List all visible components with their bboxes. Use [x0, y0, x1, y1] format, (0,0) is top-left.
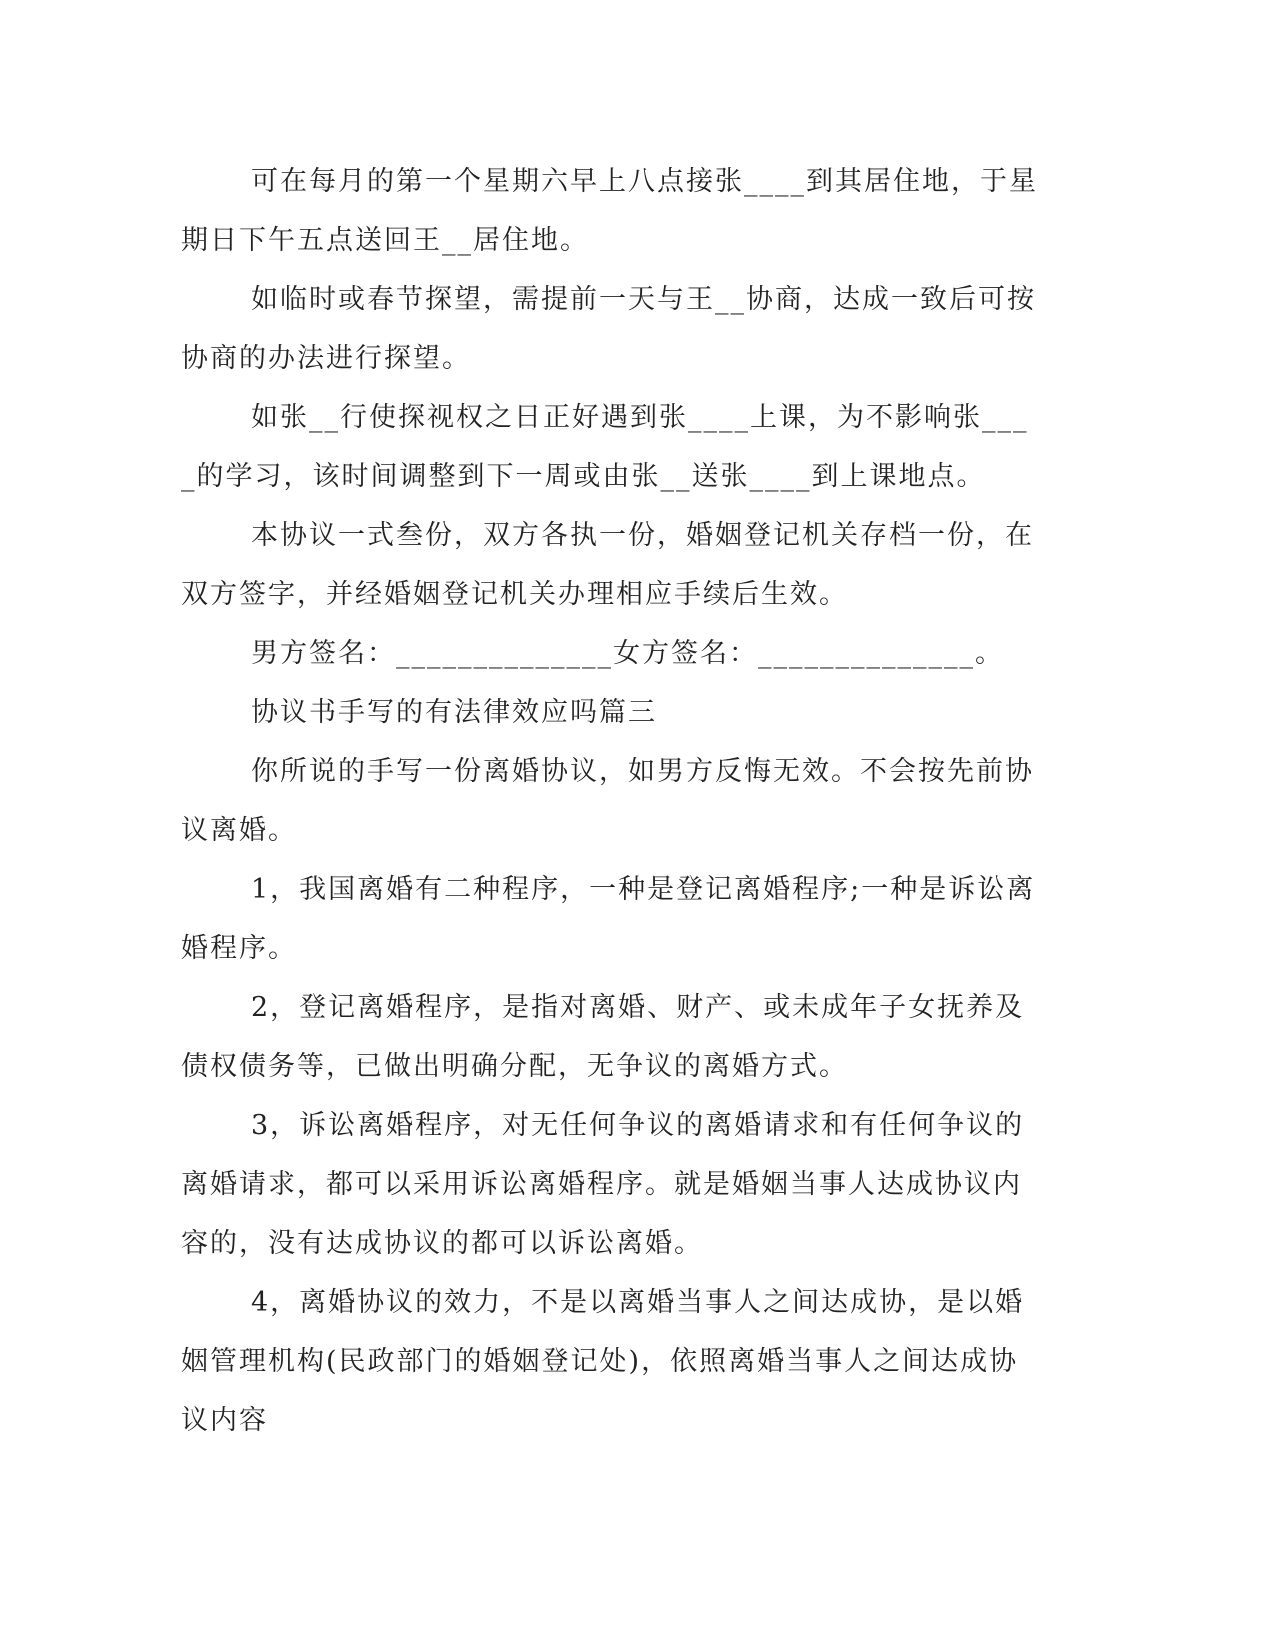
paragraph-item-4: 4，离婚协议的效力，不是以离婚当事人之间达成协，是以婚姻管理机构(民政部门的婚姻登记处)，依照离婚当事人之间达成协议内容 [181, 1287, 1025, 1436]
paragraph-visit-schedule: 可在每月的第一个星期六早上八点接张____到其居住地，于星期日下午五点送回王__居住地。 [181, 166, 1038, 256]
paragraph-item-1: 1，我国离婚有二种程序，一种是登记离婚程序;一种是诉讼离婚程序。 [181, 874, 1036, 964]
paragraph-holiday-visit: 如临时或春节探望，需提前一天与王__协商，达成一致后可按协商的办法进行探望。 [181, 284, 1036, 374]
paragraph-handwritten: 你所说的手写一份离婚协议，如男方反悔无效。不会按先前协议离婚。 [181, 756, 1034, 846]
paragraph-school-conflict: 如张__行使探视权之日正好遇到张____上课，为不影响张____的学习，该时间调整到下一周或由张__送张____到上课地点。 [181, 402, 1029, 492]
document-body [181, 152, 1041, 1450]
section-heading: 协议书手写的有法律效应吗篇三 [251, 697, 657, 728]
paragraph-item-3: 3，诉讼离婚程序，对无任何争议的离婚请求和有任何争议的离婚请求，都可以采用诉讼离婚程序。就是婚姻当事人达成协议内容的，没有达成协议的都可以诉讼离婚。 [181, 1110, 1025, 1259]
paragraph-item-2: 2，登记离婚程序，是指对离婚、财产、或未成年子女抚养及债权债务等，已做出明确分配，无争议的离婚方式。 [181, 992, 1025, 1082]
paragraph-copies: 本协议一式叁份，双方各执一份，婚姻登记机关存档一份，在双方签字，并经婚姻登记机关办理相应手续后生效。 [181, 520, 1034, 610]
paragraph-signatures: 男方签名：______________女方签名：______________。 [251, 638, 1004, 669]
